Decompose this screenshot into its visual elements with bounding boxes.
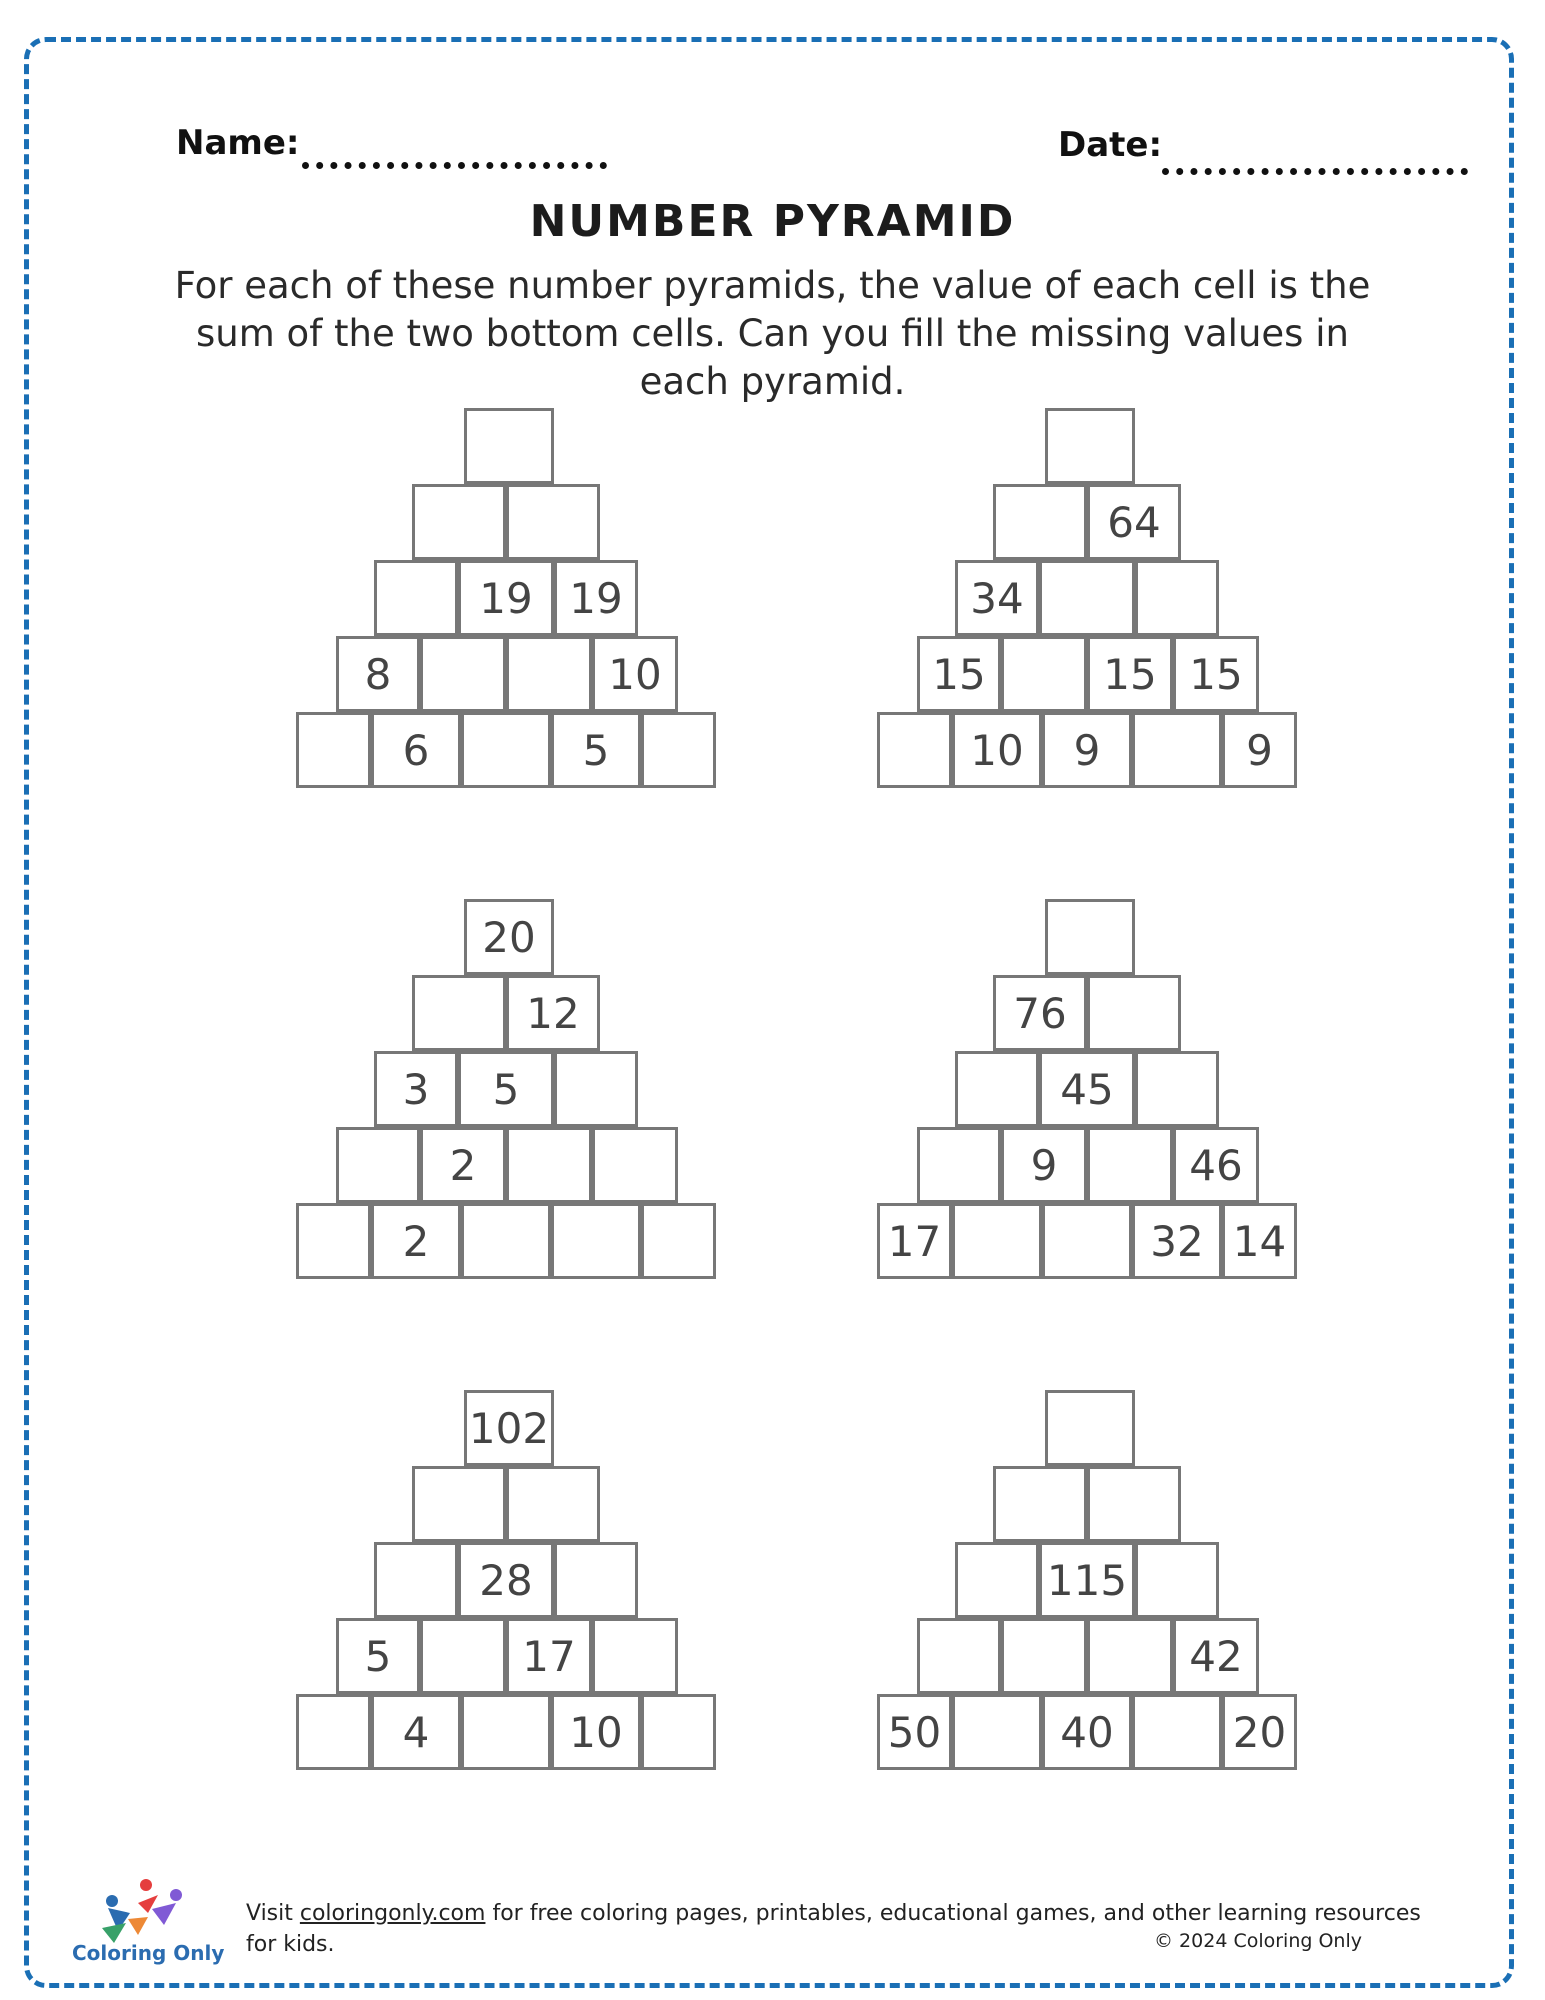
pyramid-cell[interactable]	[374, 1542, 458, 1618]
footer-visit-suffix: for free coloring pages, printables, educational games, and other learning resources for kids.	[246, 1901, 1421, 1957]
pyramid-cell[interactable]: 10	[551, 1694, 641, 1770]
page-title: NUMBER PYRAMID	[529, 196, 1016, 247]
logo-text: Coloring Only	[72, 1941, 225, 1965]
pyramid-cell[interactable]: 17	[877, 1203, 952, 1279]
pyramid-cell[interactable]	[1087, 1127, 1173, 1203]
pyramid-cell[interactable]: 3	[374, 1051, 458, 1127]
pyramid-cell[interactable]	[420, 1618, 506, 1694]
pyramid-cell[interactable]	[1087, 975, 1181, 1051]
pyramid-cell[interactable]	[1087, 1466, 1181, 1542]
coloringonly-link[interactable]: coloringonly.com	[299, 1901, 486, 1926]
pyramid-cell[interactable]	[952, 1203, 1042, 1279]
pyramid-cell[interactable]: 42	[1173, 1618, 1259, 1694]
name-field-line[interactable]	[302, 162, 607, 169]
pyramid-cell[interactable]	[412, 975, 506, 1051]
pyramid-cell[interactable]	[955, 1051, 1039, 1127]
name-label: Name:	[176, 123, 300, 163]
pyramid-cell[interactable]	[1087, 1618, 1173, 1694]
pyramid-cell[interactable]: 2	[420, 1127, 506, 1203]
pyramid-cell[interactable]	[1132, 1694, 1222, 1770]
pyramid-cell[interactable]	[641, 1694, 716, 1770]
pyramid-cell[interactable]: 12	[506, 975, 600, 1051]
pyramid-cell[interactable]	[506, 636, 592, 712]
pyramid-cell[interactable]	[336, 1127, 420, 1203]
instructions: For each of these number pyramids, the value of each cell is the sum of the two bottom cells. Can you fill the missing values in each pyramid.	[174, 264, 1371, 403]
pyramid-cell[interactable]: 20	[1222, 1694, 1297, 1770]
pyramid-cell[interactable]	[1135, 1051, 1219, 1127]
pyramid-cell[interactable]	[955, 1542, 1039, 1618]
pyramid-cell[interactable]: 5	[336, 1618, 420, 1694]
pyramid-cell[interactable]	[1001, 1618, 1087, 1694]
pyramid-cell[interactable]: 4	[371, 1694, 461, 1770]
pyramid-cell[interactable]	[554, 1051, 638, 1127]
pyramid-cell[interactable]: 10	[592, 636, 678, 712]
pyramid-cell[interactable]: 45	[1039, 1051, 1135, 1127]
pyramid-cell[interactable]: 2	[371, 1203, 461, 1279]
pyramid-cell[interactable]: 10	[952, 712, 1042, 788]
footer-visit-prefix: Visit	[246, 1901, 300, 1926]
pyramid-cell[interactable]: 64	[1087, 484, 1181, 560]
pyramid-cell[interactable]: 9	[1042, 712, 1132, 788]
pyramid-cell[interactable]	[296, 712, 371, 788]
pyramid-cell[interactable]: 19	[554, 560, 638, 636]
pyramid-cell[interactable]: 9	[1222, 712, 1297, 788]
pyramid-cell[interactable]	[592, 1127, 678, 1203]
pyramid-cell[interactable]: 40	[1042, 1694, 1132, 1770]
pyramid-cell[interactable]: 32	[1132, 1203, 1222, 1279]
pyramid-cell[interactable]: 102	[464, 1390, 554, 1466]
pyramid-cell[interactable]	[506, 1466, 600, 1542]
pyramid-cell[interactable]: 15	[1087, 636, 1173, 712]
pyramid-cell[interactable]	[554, 1542, 638, 1618]
pyramid-cell[interactable]	[993, 1466, 1087, 1542]
pyramid-cell[interactable]: 6	[371, 712, 461, 788]
pyramid-cell[interactable]	[412, 1466, 506, 1542]
pyramid-cell[interactable]	[1132, 712, 1222, 788]
pyramid-cell[interactable]	[917, 1127, 1001, 1203]
pyramid-cell[interactable]: 9	[1001, 1127, 1087, 1203]
pyramid-cell[interactable]	[420, 636, 506, 712]
date-field-line[interactable]	[1162, 168, 1468, 175]
pyramid-cell[interactable]: 8	[336, 636, 420, 712]
pyramid-cell[interactable]: 50	[877, 1694, 952, 1770]
pyramid-cell[interactable]	[1045, 408, 1135, 484]
pyramid-cell[interactable]	[641, 1203, 716, 1279]
pyramid-cell[interactable]	[877, 712, 952, 788]
pyramid-cell[interactable]	[993, 484, 1087, 560]
pyramid-cell[interactable]: 115	[1039, 1542, 1135, 1618]
pyramid-cell[interactable]	[506, 484, 600, 560]
pyramid-cell[interactable]: 20	[464, 899, 554, 975]
pyramid-cell[interactable]	[296, 1203, 371, 1279]
pyramid-cell[interactable]: 14	[1222, 1203, 1297, 1279]
pyramid-cell[interactable]: 76	[993, 975, 1087, 1051]
pyramid-cell[interactable]	[1045, 899, 1135, 975]
pyramid-cell[interactable]	[464, 408, 554, 484]
pyramid-cell[interactable]	[592, 1618, 678, 1694]
pyramid-cell[interactable]	[296, 1694, 371, 1770]
pyramid-cell[interactable]	[917, 1618, 1001, 1694]
pyramid-cell[interactable]: 19	[458, 560, 554, 636]
pyramid-cell[interactable]	[506, 1127, 592, 1203]
pyramid-cell[interactable]: 28	[458, 1542, 554, 1618]
pyramid-cell[interactable]: 34	[955, 560, 1039, 636]
pyramid-cell[interactable]	[952, 1694, 1042, 1770]
pyramid-cell[interactable]	[1135, 1542, 1219, 1618]
pyramid-cell[interactable]	[641, 712, 716, 788]
pyramid-cell[interactable]: 17	[506, 1618, 592, 1694]
pyramid-cell[interactable]	[1039, 560, 1135, 636]
pyramid-cell[interactable]: 15	[917, 636, 1001, 712]
pyramid-cell[interactable]	[461, 1203, 551, 1279]
pyramid-cell[interactable]	[1135, 560, 1219, 636]
pyramid-cell[interactable]	[1045, 1390, 1135, 1466]
pyramid-cell[interactable]	[1001, 636, 1087, 712]
pyramid-cell[interactable]	[374, 560, 458, 636]
pyramid-cell[interactable]	[551, 1203, 641, 1279]
copyright: © 2024 Coloring Only	[1154, 1930, 1362, 1952]
pyramid-cell[interactable]	[1042, 1203, 1132, 1279]
pyramid-cell[interactable]	[461, 712, 551, 788]
pyramid-cell[interactable]	[461, 1694, 551, 1770]
pyramid-cell[interactable]: 15	[1173, 636, 1259, 712]
pyramid-cell[interactable]: 5	[551, 712, 641, 788]
pyramid-cell[interactable]: 5	[458, 1051, 554, 1127]
date-label: Date:	[1058, 125, 1163, 165]
pyramid-cell[interactable]: 46	[1173, 1127, 1259, 1203]
pyramid-cell[interactable]	[412, 484, 506, 560]
